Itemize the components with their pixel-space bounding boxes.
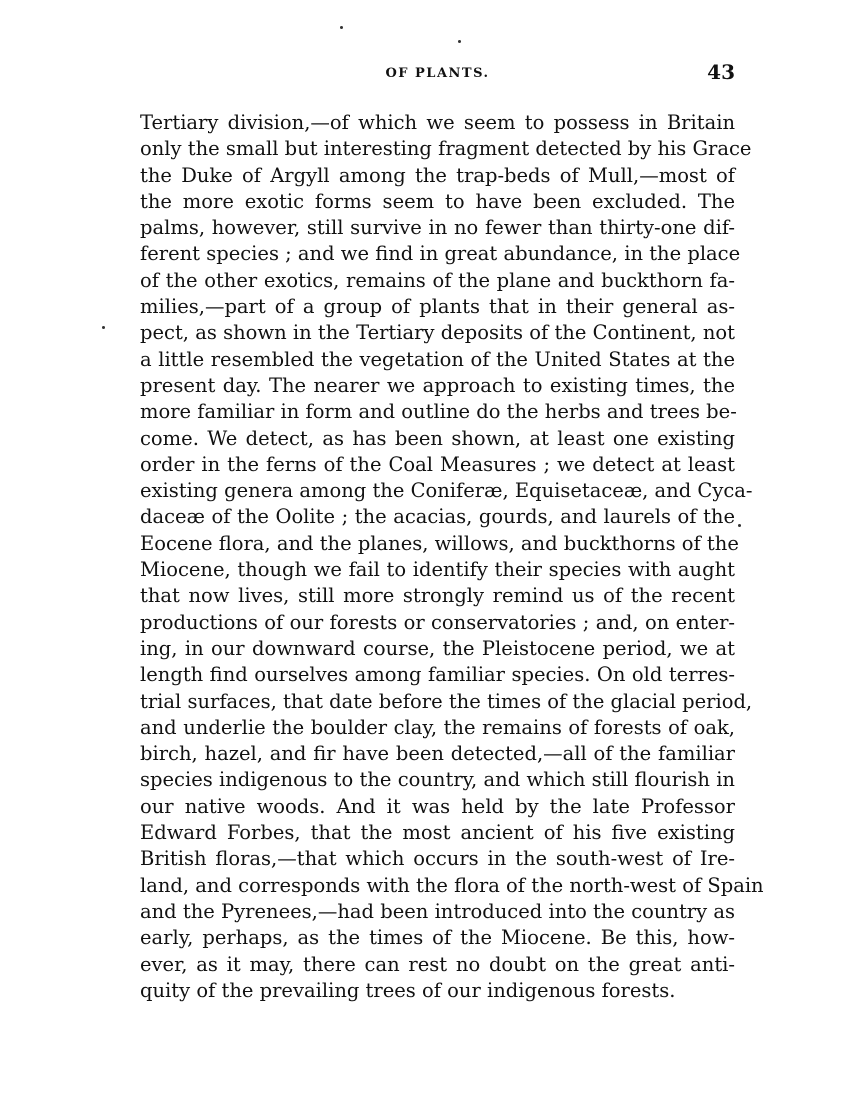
text-line: land, and corresponds with the flora of the north-west of Spain (140, 873, 764, 897)
text-line: birch, hazel, and fir have been detected,—all of the familiar (140, 742, 735, 766)
text-line: ever, as it may, there can rest no doubt on the great anti- (140, 952, 735, 976)
text-line: the more exotic forms seem to have been excluded. The (140, 189, 735, 213)
running-head (140, 60, 735, 88)
text-line: Eocene flora, and the planes, willows, and buckthorns of the (140, 531, 739, 555)
text-line: daceæ of the Oolite ; the acacias, gourds, and laurels of the (140, 505, 735, 529)
text-line: come. We detect, as has been shown, at least one existing (140, 426, 735, 450)
text-line: quity of the prevailing trees of our indigenous forests. (140, 978, 676, 1002)
text-line: order in the ferns of the Coal Measures ; we detect at least (140, 452, 735, 476)
text-line: and underlie the boulder clay, the remains of forests of oak, (140, 715, 735, 739)
print-speck (102, 326, 105, 329)
text-line: of the other exotics, remains of the plane and buckthorn fa- (140, 268, 735, 292)
text-line: trial surfaces, that date before the times of the glacial period, (140, 689, 753, 713)
text-line: the Duke of Argyll among the trap-beds of Mull,—most of (140, 163, 735, 187)
text-line: palms, however, still survive in no fewer than thirty-one dif- (140, 216, 735, 240)
page-number: 43 (707, 60, 735, 84)
text-line: ferent species ; and we find in great abundance, in the place (140, 242, 741, 266)
text-line: only the small but interesting fragment detected by his Grace (140, 137, 752, 161)
text-line: a little resembled the vegetation of the United States at the (140, 347, 735, 371)
text-line: present day. The nearer we approach to existing times, the (140, 373, 735, 397)
text-line: British floras,—that which occurs in the south-west of Ire- (140, 847, 735, 871)
text-line: early, perhaps, as the times of the Miocene. Be this, how- (140, 926, 735, 950)
text-line: more familiar in form and outline do the herbs and trees be- (140, 400, 737, 424)
print-speck (340, 26, 343, 29)
text-line: ing, in our downward course, the Pleistocene period, we at (140, 636, 735, 660)
text-line: that now lives, still more strongly remind us of the recent (140, 584, 735, 608)
running-title: OF PLANTS. (385, 66, 490, 81)
text-line: milies,—part of a group of plants that in their general as- (140, 295, 735, 319)
text-line: species indigenous to the country, and which still flourish in (140, 768, 735, 792)
text-line: existing genera among the Coniferæ, Equisetaceæ, and Cyca- (140, 479, 753, 503)
print-speck (458, 40, 461, 43)
body-text (140, 110, 764, 1004)
text-line: Miocene, though we fail to identify their species with aught (140, 558, 735, 582)
text-line: length find ourselves among familiar species. On old terres- (140, 663, 735, 687)
print-speck (738, 524, 741, 527)
text-line: productions of our forests or conservatories ; and, on enter- (140, 610, 735, 634)
text-line: pect, as shown in the Tertiary deposits of the Continent, not (140, 321, 735, 345)
text-line: and the Pyrenees,—had been introduced into the country as (140, 899, 735, 923)
text-line: Tertiary division,—of which we seem to possess in Britain (140, 111, 735, 134)
text-line: Edward Forbes, that the most ancient of his five existing (140, 821, 735, 845)
text-line: our native woods. And it was held by the late Professor (140, 794, 735, 818)
